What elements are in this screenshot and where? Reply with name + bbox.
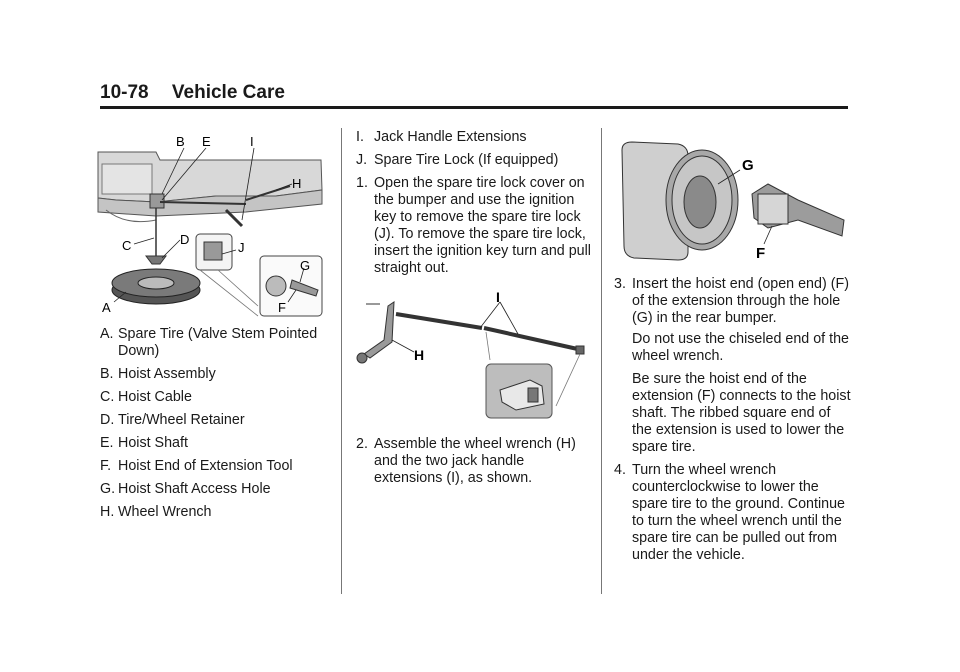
step-text: Turn the wheel wrench counterclockwise to lower the spare tire to the ground. Continue to turn the wheel wrench until the spare tire can be pulled out from under the vehicle. bbox=[632, 462, 846, 563]
fig1-label-j: J bbox=[238, 240, 245, 255]
legend-item bbox=[100, 389, 332, 406]
fig1-label-h: H bbox=[292, 176, 302, 191]
step-text: Open the spare tire lock cover on the bumper and use the ignition key to remove the spare tire lock (J). To remove the spare tire lock, insert the ignition key turn and pull straight out. bbox=[374, 175, 591, 276]
legend-text: Hoist End of Extension Tool bbox=[118, 458, 293, 474]
step-item bbox=[356, 436, 592, 487]
legend-text: Hoist Cable bbox=[118, 389, 192, 405]
bumper-hole-figure bbox=[618, 140, 850, 272]
legend-key: A. bbox=[100, 326, 114, 342]
legend-item bbox=[100, 435, 332, 452]
spare-tire-hoist-figure bbox=[96, 130, 330, 320]
legend-item bbox=[100, 481, 332, 498]
legend-item bbox=[100, 504, 332, 521]
fig2-label-h: H bbox=[414, 347, 425, 363]
legend-key: D. bbox=[100, 412, 115, 428]
fig1-label-i: I bbox=[250, 134, 254, 149]
legend-item bbox=[100, 412, 332, 429]
fig3-label-g: G bbox=[742, 157, 754, 174]
step-item bbox=[614, 462, 854, 564]
legend-key: H. bbox=[100, 504, 115, 520]
fig3-label-f: F bbox=[756, 245, 766, 262]
section-title: Vehicle Care bbox=[171, 82, 285, 103]
legend-text: Hoist Shaft Access Hole bbox=[118, 481, 271, 497]
legend-item bbox=[100, 366, 332, 383]
wheel-wrench-figure bbox=[350, 288, 590, 420]
fig1-label-f: F bbox=[278, 300, 286, 315]
fig2-label-i: I bbox=[496, 289, 500, 305]
step-2-block bbox=[356, 436, 592, 493]
step-number: 2. bbox=[356, 436, 368, 452]
legend-key: B. bbox=[100, 366, 114, 382]
legend-key: G. bbox=[100, 481, 116, 497]
page-number: 10-78 bbox=[100, 82, 149, 103]
step-text: Insert the hoist end (open end) (F) of the extension through the hole (G) in the rear bumper. bbox=[632, 276, 849, 326]
legend-item bbox=[356, 129, 592, 146]
legend-item bbox=[100, 458, 332, 475]
step-item bbox=[614, 276, 854, 327]
step-item bbox=[356, 175, 592, 277]
fig1-label-g: G bbox=[300, 258, 311, 273]
step-3-note: Be sure the hoist end of the extension (F) connects to the hoist shaft. The ribbed square end of the extension is used to lower the spare tire. bbox=[632, 371, 851, 455]
legend-item bbox=[100, 326, 332, 360]
step-number: 4. bbox=[614, 462, 626, 478]
legend-text: Hoist Assembly bbox=[118, 366, 216, 382]
fig1-label-e: E bbox=[202, 134, 211, 149]
legend-column-2 bbox=[356, 129, 592, 283]
legend-key: I. bbox=[356, 129, 364, 145]
legend-text: Spare Tire (Valve Stem Pointed Down) bbox=[118, 326, 318, 359]
steps-column-3 bbox=[614, 276, 854, 570]
legend-text: Spare Tire Lock (If equipped) bbox=[374, 152, 559, 168]
legend-text: Tire/Wheel Retainer bbox=[118, 412, 245, 428]
step-3-note: Do not use the chiseled end of the wheel wrench. bbox=[632, 331, 849, 364]
legend-text: Hoist Shaft bbox=[118, 435, 188, 451]
legend-text: Wheel Wrench bbox=[118, 504, 212, 520]
fig1-label-c: C bbox=[122, 238, 132, 253]
legend-item bbox=[356, 152, 592, 169]
fig1-label-b: B bbox=[176, 134, 185, 149]
legend-key: C. bbox=[100, 389, 115, 405]
step-text: Assemble the wheel wrench (H) and the two jack handle extensions (I), as shown. bbox=[374, 436, 576, 486]
legend-column-1 bbox=[100, 326, 332, 527]
fig1-label-d: D bbox=[180, 232, 190, 247]
legend-key: F. bbox=[100, 458, 112, 474]
step-number: 3. bbox=[614, 276, 626, 292]
column-divider-1 bbox=[341, 128, 342, 594]
legend-text: Jack Handle Extensions bbox=[374, 129, 527, 145]
legend-key: J. bbox=[356, 152, 368, 168]
step-number: 1. bbox=[356, 175, 368, 191]
fig1-label-a: A bbox=[102, 300, 111, 315]
legend-key: E. bbox=[100, 435, 114, 451]
column-divider-2 bbox=[601, 128, 602, 594]
page-header bbox=[100, 82, 848, 109]
